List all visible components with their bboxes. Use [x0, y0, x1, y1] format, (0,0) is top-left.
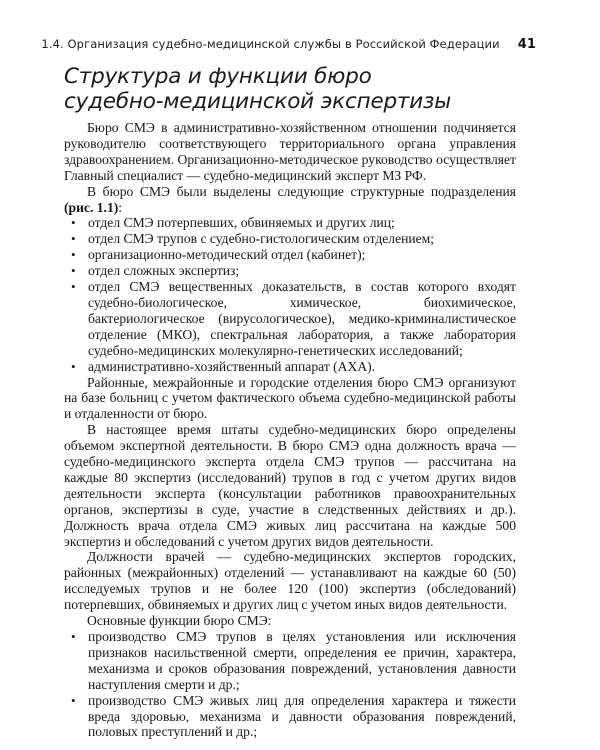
- section-heading: [64, 64, 534, 114]
- running-header: [41, 34, 536, 54]
- functions-list: [64, 629, 516, 740]
- list-item-text: производство СМЭ живых лиц для определения характера и тяжести вреда здоровью, механизма и давности образования повреждений, половых преступлений и др.;: [88, 692, 516, 740]
- section-heading-line-1: Структура и функции бюро: [64, 64, 372, 89]
- paragraph-punct: :: [118, 199, 123, 215]
- running-title: 1.4. Организация судебно-медицинской службы в Российской Федерации: [41, 37, 500, 51]
- bullet-icon: •: [71, 629, 76, 644]
- body-text: [64, 120, 516, 740]
- list-item: [64, 263, 516, 279]
- bullet-icon: •: [71, 231, 76, 247]
- list-item-text: производство СМЭ трупов в целях установления или исключения признаков насильственной смерти, определения ее причин, характера, механизма и сроков образования повреждений, установления давности наступления смерти и др.;: [88, 629, 516, 692]
- paragraph: Должности врачей — судебно-медицинских экспертов городских, районных (межрайонных) отделений — устанавливают на каждые 60 (50) исследуемых трупов и не более 120 (100) экспертиз (обследований) потерпевших, обвиняемых и других лиц с учетом иных видов деятельности.: [64, 549, 516, 613]
- figure-reference: (рис. 1.1): [64, 199, 119, 215]
- structure-list: [64, 215, 516, 374]
- list-item: [64, 693, 516, 741]
- list-item-text: отдел СМЭ потерпевших, обвиняемых и других лиц;: [88, 215, 395, 231]
- paragraph-functions-intro: Основные функции бюро СМЭ:: [87, 613, 272, 629]
- list-item: [64, 231, 516, 247]
- list-item: [64, 279, 516, 359]
- section-heading-line-2: судебно-медицинской экспертизы: [64, 89, 452, 114]
- list-item-text: отдел СМЭ вещественных доказательств, в состав которого входят судебно-биологическое, химическое, биохимическое, бактериологическое (вирусологическое), медико-криминалистическое отделение (МКО), спектральная лаборатория, а также лаборатория судебно-медицинских молекулярно-генетических исследований;: [88, 279, 516, 358]
- paragraph-structure-intro: [64, 184, 516, 216]
- paragraph: В настоящее время штаты судебно-медицинских бюро определены объемом экспертной деятельности. В бюро СМЭ одна должность врача — судебно-медицинского эксперта отдела СМЭ трупов — рассчитана на каждые 80 экспертиз (исследований) трупов в год с учетом других видов деятельности эксперта (консультации работников правоохранительных органов, экспертизы в суде, участие в следственных действиях и др.). Должность врача отдела СМЭ живых лиц рассчитана на каждые 500 экспертиз и обследований с учетом других видов деятельности.: [64, 422, 516, 549]
- list-item-text: организационно-методический отдел (кабинет);: [88, 247, 366, 263]
- page-number: 41: [517, 36, 536, 52]
- bullet-icon: •: [71, 215, 76, 231]
- paragraph-text: В бюро СМЭ были выделены следующие структурные подразделения: [87, 183, 516, 199]
- paragraph: Бюро СМЭ в административно-хозяйственном отношении подчиняется руководителю соответствующего территориального органа управления здравоохранением. Организационно-методическое руководство осуществляет Главный специалист — судебно-медицинский эксперт МЗ РФ.: [64, 120, 516, 183]
- list-item-text: отдел СМЭ трупов с судебно-гистологическим отделением;: [88, 231, 435, 247]
- list-item: [64, 629, 516, 693]
- list-item: [64, 359, 516, 375]
- bullet-icon: •: [71, 247, 76, 263]
- paragraph: Районные, межрайонные и городские отделения бюро СМЭ организуют на базе больниц с учетом фактического объема судебно-медицинской работы и отдаленности от бюро.: [64, 374, 516, 422]
- list-item-text: административно-хозяйственный аппарат (АХА).: [88, 358, 376, 374]
- bullet-icon: •: [71, 279, 76, 295]
- list-item: [64, 215, 516, 231]
- bullet-icon: •: [71, 692, 76, 708]
- list-item: [64, 247, 516, 263]
- list-item-text: отдел сложных экспертиз;: [88, 263, 240, 279]
- bullet-icon: •: [71, 358, 76, 374]
- bullet-icon: •: [71, 263, 76, 279]
